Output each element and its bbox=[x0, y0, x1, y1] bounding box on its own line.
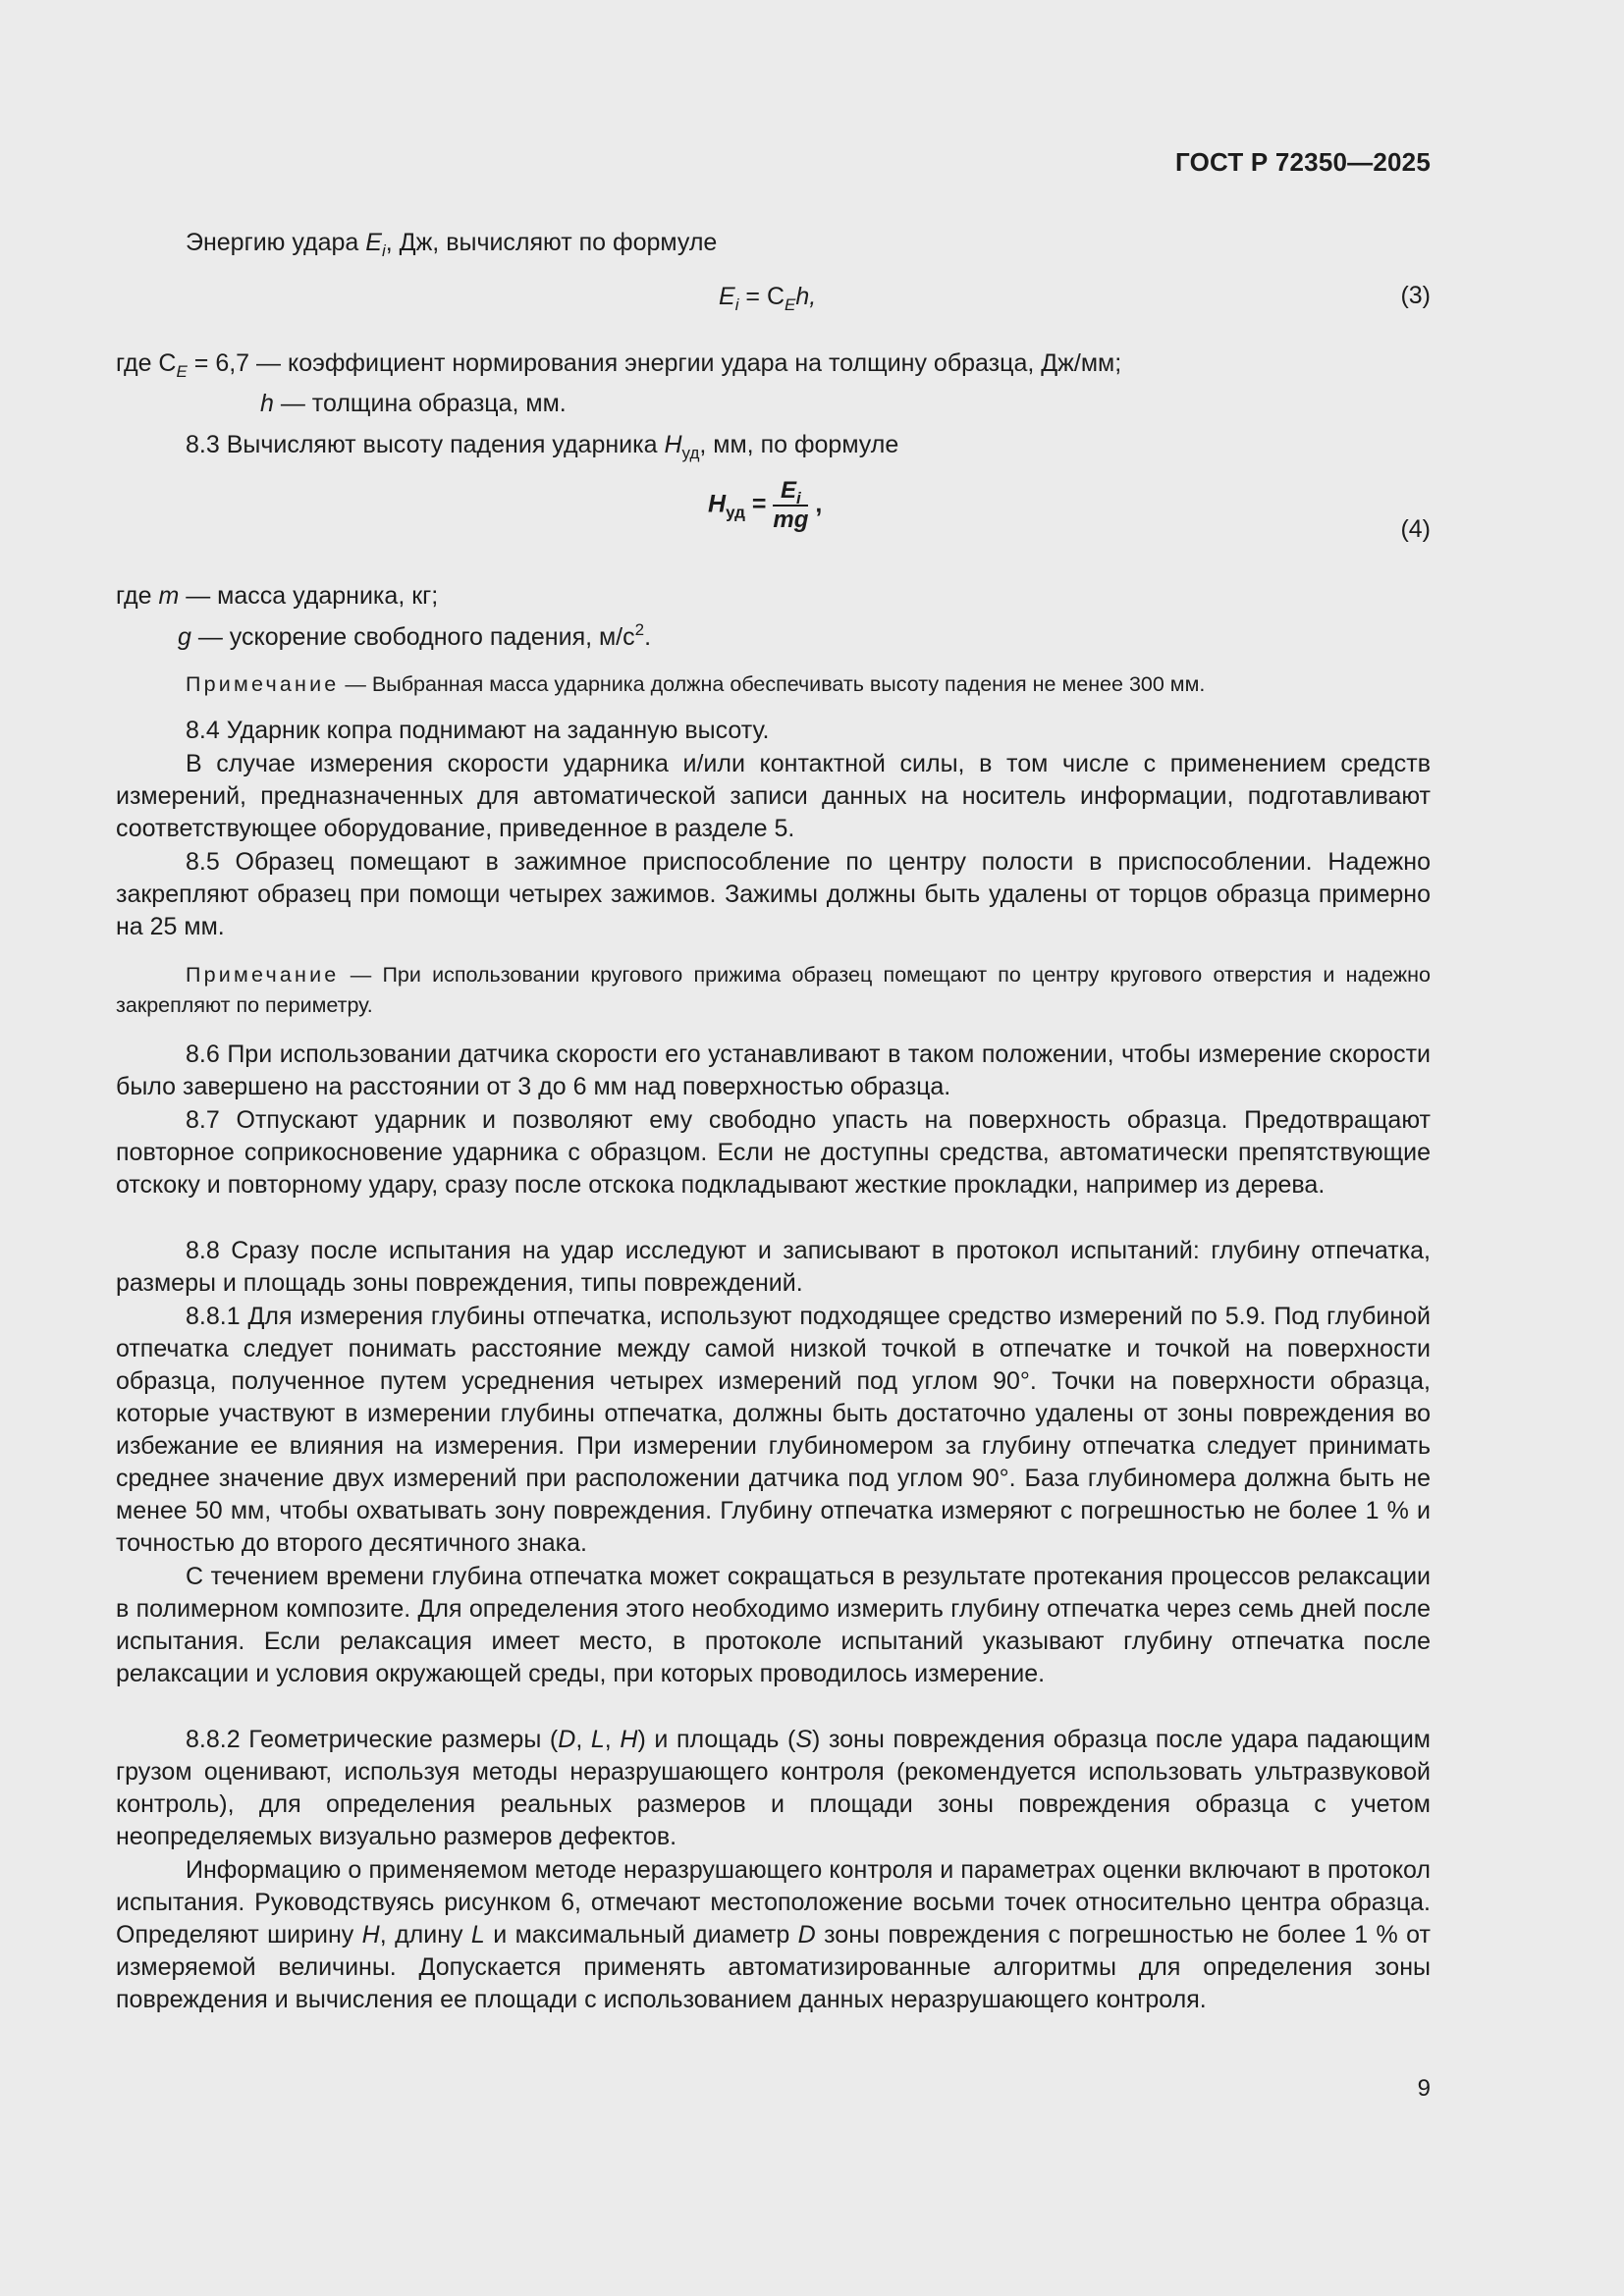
note-1: Примечание — Выбранная масса ударника должна обеспечивать высоту падения не менее 300 мм. bbox=[186, 672, 1206, 696]
section-8-5: 8.5 Образец помещают в зажимное приспособление по центру полости в приспособлении. Надежно закрепляют образец при помощи четырех зажимов. Зажимы должны быть удалены от торцов образца примерно на 25 мм. bbox=[116, 848, 1431, 940]
section-8-8: 8.8 Сразу после испытания на удар исследуют и записывают в протокол испытаний: глубину отпечатка, размеры и площадь зоны повреждения, типы повреждений. bbox=[116, 1237, 1431, 1297]
section-8-6: 8.6 При использовании датчика скорости его устанавливают в таком положении, чтобы измерение скорости было завершено на расстоянии от 3 до 6 мм над поверхностью образца. bbox=[116, 1041, 1431, 1100]
where-ce-line: где $C_E = 6,7$ — коэффициент нормирования энергии удара на толщину образца, Дж/мм; bbox=[116, 349, 1122, 381]
document-header: ГОСТ Р 72350—2025 bbox=[1175, 147, 1431, 177]
formula-3: $E_i = C_Eh$, bbox=[719, 283, 817, 314]
section-8-8-2: 8.8.2 Геометрические размеры (D, L, H) и площадь (S) зоны повреждения образца после удара падающим грузом оценивают, используя методы неразрушающего контроля (рекомендуется использовать ультразвуковой контроль), для определения реальных размеров и площади зоны повреждения образца с учетом неопределяемых визуально размеров дефектов. bbox=[116, 1726, 1431, 1850]
where-h-line: h — толщина образца, мм. bbox=[260, 390, 567, 417]
paragraph-ndt-info: Информацию о применяемом методе неразрушающего контроля и параметрах оценки включают в протокол испытания. Руководствуясь рисунком 6, отмечают местоположение восьми точек относительно центра образца. Определяют ширину H, длину L и максимальный диаметр D зоны повреждения с погрешностью не более 1 % от измеряемой величины. Допускается применять автоматизированные алгоритмы для определения зоны повреждения и вычисления ее площади с использованием данных неразрушающего контроля. bbox=[116, 1856, 1431, 2013]
page-number: 9 bbox=[1417, 2075, 1431, 2102]
energy-intro: Энергию удара $E_i$, Дж, вычисляют по формуле bbox=[186, 229, 718, 260]
where-m-line: где m — масса ударника, кг; bbox=[116, 582, 439, 610]
paragraph-relaxation: С течением времени глубина отпечатка может сокращаться в результате протекания процессов релаксации в полимерном композите. Для определения этого необходимо измерить глубину отпечатка через семь дней после испытания. Если релаксация имеет место, в протоколе испытаний указывают глубину отпечатка после релаксации и условия окружающей среды, при которых проводилось измерение. bbox=[116, 1563, 1431, 1687]
equation-number-4: (4) bbox=[1400, 515, 1431, 543]
formula-4: $H_{уд}$ = $\frac{E_i}{mg}$ , bbox=[708, 477, 823, 533]
paragraph-8-4-measurement: В случае измерения скорости ударника и/или контактной силы, в том числе с применением средств измерений, предназначенных для автоматической записи данных на носитель информации, подготавливают соответствующее оборудование, приведенное в разделе 5. bbox=[116, 750, 1431, 842]
section-8-3: 8.3 Вычисляют высоту падения ударника $H_{уд}$, мм, по формуле bbox=[186, 431, 899, 462]
fraction: $\frac{E_i}{mg}$ bbox=[773, 477, 809, 533]
section-8-7: 8.7 Отпускают ударник и позволяют ему свободно упасть на поверхность образца. Предотвращают повторное соприкосновение ударника с образцом. Если не доступны средства, автоматически препятствующие отскоку и повторному удару, сразу после отскока подкладывают жесткие прокладки, например из дерева. bbox=[116, 1106, 1431, 1199]
section-8-8-1: 8.8.1 Для измерения глубины отпечатка, используют подходящее средство измерений по 5.9. Под глубиной отпечатка следует понимать расстояние между самой низкой точкой в отпечатке и точкой на поверхности образца, полученное путем усреднения четырех измерений под углом 90°. Точки на поверхности образца, которые участвуют в измерении глубины отпечатка, должны быть достаточно удалены от зоны повреждения во избежание ее влияния на измерения. При измерении глубиномером за глубину отпечатка следует принимать среднее значение двух измерений при расположении датчика под углом 90°. База глубиномера должна быть не менее 50 мм, чтобы охватывать зону повреждения. Глубину отпечатка измеряют с погрешностью не более 1 % и точностью до второго десятичного знака. bbox=[116, 1303, 1431, 1557]
section-8-4: 8.4 Ударник копра поднимают на заданную высоту. bbox=[186, 717, 770, 744]
equation-number-3: (3) bbox=[1400, 282, 1431, 309]
where-g-line: g — ускорение свободного падения, $м/с^2$. bbox=[178, 620, 652, 651]
note-2: Примечание — При использовании кругового прижима образец помещают по центру кругового отверстия и надежно закрепляют по периметру. bbox=[116, 963, 1431, 1017]
